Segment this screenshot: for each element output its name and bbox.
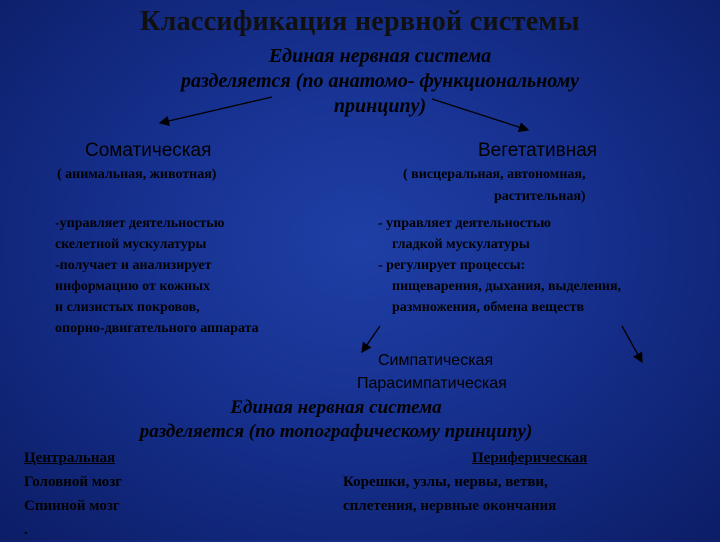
intro-line-2: разделяется (по анатомо- функциональному <box>180 70 580 92</box>
vegetative-alt-names-2: растительная) <box>494 189 586 204</box>
sympathetic-label: Симпатическая <box>378 352 494 369</box>
vegetative-line: - регулирует процессы: <box>378 258 526 273</box>
central-item: Головной мозг <box>24 474 123 490</box>
somatic-alt-names: ( анимальная, животная) <box>57 167 217 182</box>
vegetative-line: пищеварения, дыхания, выделения, <box>392 279 622 294</box>
vegetative-line: размножения, обмена веществ <box>392 300 585 315</box>
somatic-line: опорно-двигательного аппарата <box>55 321 259 336</box>
topographic-principle-heading <box>0 396 672 444</box>
vegetative-heading: Вегетативная <box>478 140 598 161</box>
arrow-to-vegetative <box>432 99 528 130</box>
central-items <box>24 470 122 542</box>
topo-line-2: разделяется (по топографическому принципу) <box>139 421 533 442</box>
somatic-line: -получает и анализирует <box>55 258 212 273</box>
intro-line-3: принципу) <box>333 95 427 117</box>
somatic-heading: Соматическая <box>85 140 212 161</box>
peripheral-heading: Периферическая <box>472 450 588 466</box>
central-heading: Центральная <box>24 450 116 466</box>
peripheral-item: сплетения, нервные окончания <box>343 498 557 514</box>
vegetative-line: гладкой мускулатуры <box>392 237 530 252</box>
vegetative-alt-names-1: ( висцеральная, автономная, <box>403 167 586 182</box>
parasympathetic-label: Парасимпатическая <box>357 375 507 392</box>
central-item: . <box>24 522 28 538</box>
slide-title: Классификация нервной системы <box>140 6 580 37</box>
vegetative-functions <box>378 213 621 318</box>
somatic-line: скелетной мускулатуры <box>55 237 207 252</box>
central-item: Спинной мозг <box>24 498 120 514</box>
peripheral-items <box>343 470 556 518</box>
arrow-to-sympathetic <box>362 326 380 352</box>
intro-line-1: Единая нервная система <box>268 45 492 67</box>
vegetative-line: - управляет деятельностью <box>378 216 551 231</box>
topo-line-1: Единая нервная система <box>230 397 442 418</box>
somatic-line: -управляет деятельностью <box>55 216 225 231</box>
peripheral-item: Корешки, узлы, нервы, ветви, <box>343 474 548 490</box>
somatic-line: информацию от кожных <box>55 279 211 294</box>
somatic-line: и слизистых покровов, <box>55 300 200 315</box>
arrow-to-somatic <box>160 97 272 123</box>
somatic-functions <box>55 213 259 339</box>
arrow-to-parasympathetic <box>622 326 642 362</box>
